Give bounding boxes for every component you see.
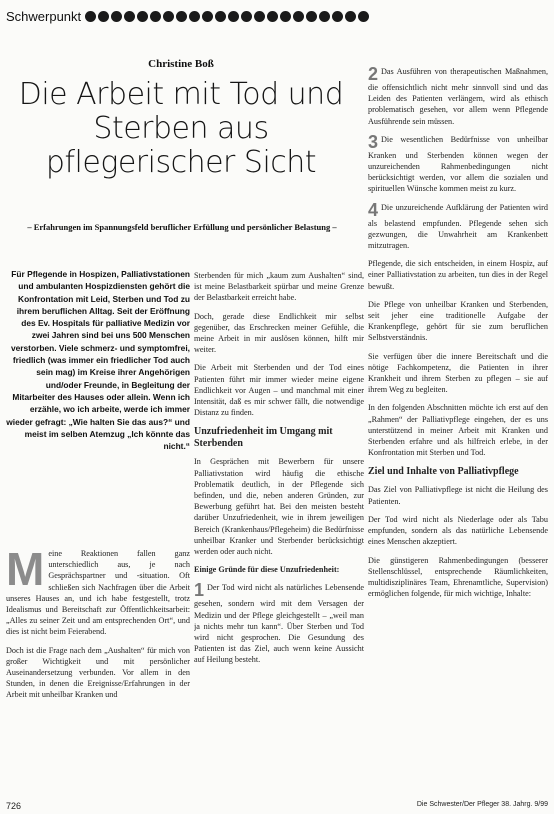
- section-subheading: Ziel und Inhalte von Palliativpflege: [368, 466, 519, 478]
- author-name: Christine Boß: [148, 58, 214, 70]
- paragraph-text: Die unzureichende Aufklärung der Patienten wird als belastend empfunden. Pflegende sehen sich gezwungen, die Unwahrheit am Krankenbett mitzutragen.: [368, 202, 548, 251]
- lead-paragraph: Für Pflegende in Hospizen, Palliativstationen und ambulanten Hospizdiensten gehört die Konfrontation mit Leid, Sterben und Tod zu ihrem beruflichen Alltag. Seit der Eröffnung des Ev. Hospitals für palliative Medizin vor zwei Jahren sind bei uns 500 Menschen verstorben. Viele schmerz- und symptomfrei, friedlich (was immer ein friedlicher Tod auch sein mag) im Kreise ihrer Angehörigen und/oder Freunde, in Begleitung der Mitarbeiter des Hauses oder allein. Wenn ich erzähle, wo ich arbeite, werde ich immer wieder gefragt: „Wie halten Sie das aus?“ und meist im selben Atemzug „Ich könnte das nicht.“: [6, 269, 190, 452]
- paragraph: Die günstigeren Rahmenbedingungen (besserer Stellenschlüssel, entsprechende Räumlichkeiten, multidisziplinäres Team, Ehrenamtliche, Supervision) ermöglichen folgende, für mich wichtige, Inhalte:: [368, 555, 548, 599]
- header-dot-row: [85, 11, 371, 22]
- drop-cap: M: [6, 548, 45, 595]
- list-number: 1: [194, 580, 205, 601]
- dot-icon: [358, 11, 369, 22]
- paragraph: In den folgenden Abschnitten möchte ich erst auf den „Rahmen“ der Palliativpflege eingehen, der es uns unterstützend in meiner Arbeit mit Kranken und Sterbenden erfahre und als hilfreich erlebe, in der Konfrontation mit Sterben und Tod.: [368, 403, 548, 458]
- paragraph: Einige Gründe für diese Unzufriedenheit:: [194, 565, 340, 575]
- column-right: [368, 66, 548, 796]
- dot-icon: [137, 11, 148, 22]
- paragraph-text: Der Tod wird nicht als natürliches Lebensende gesehen, sondern wird mit dem Versagen der Medizin und der Pflege gleichgestellt – „weil man ja nichts mehr tun kann“. Über Sterben und Tod wird nicht gesprochen. Die Gesundung des Patienten ist das Ziel, auch wenn keine Aussicht auf Heilung besteht.: [194, 583, 364, 665]
- article-headline: [6, 58, 356, 180]
- dot-icon: [241, 11, 252, 22]
- dot-icon: [176, 11, 187, 22]
- dot-icon: [293, 11, 304, 22]
- paragraph: Das Ziel von Palliativpflege ist nicht die Heilung des Patienten.: [368, 485, 548, 506]
- numbered-paragraph: [194, 582, 364, 665]
- dot-icon: [189, 11, 200, 22]
- dot-icon: [150, 11, 161, 22]
- paragraph: [6, 548, 190, 638]
- publication-source: Die Schwester/Der Pfleger 38. Jahrg. 9/99: [416, 801, 548, 808]
- dot-icon: [202, 11, 213, 22]
- paragraph: Doch, gerade diese Endlichkeit mir selbst gegenüber, das Erschrecken meiner Gefühle, die meine Arbeit in mir auslösen können, hilft mir weiter.: [194, 311, 364, 355]
- paragraph: Sie verfügen über die innere Bereitschaft und die nötige Fachkompetenz, die Patienten in ihrer Krankheit und ihrem Sterben zu pflegen – sie auf ihrem Weg zu begleiten.: [368, 351, 548, 395]
- paragraph: Die Pflege von unheilbar Kranken und Sterbenden, seit jeher eine traditionelle Aufgabe der Krankenpflege, gehört für sie zum beruflichen Selbstverständnis.: [368, 299, 548, 343]
- page-number: 726: [6, 801, 22, 811]
- list-number: 2: [368, 66, 379, 84]
- paragraph: In Gesprächen mit Bewerbern für unsere Palliativstation wird häufig die ethische Problematik deutlich, in der Pflegende sich befinden, und die, neben anderen Gründen, zur Bewerbung geführt hat. Bei den meisten besteht darüber Unzufriedenheit, wie in ihrem jeweiligen Bereich (Krankenhaus/Pflegeheim) die Bedürfnisse unheilbar Kranker und Sterbender berücksichtigt werden oder auch nicht.: [194, 457, 364, 557]
- column-left: [6, 548, 190, 800]
- article-title: Die Arbeit mit Tod und Sterben aus pflegerischer Sicht: [18, 77, 344, 180]
- dot-icon: [345, 11, 356, 22]
- numbered-paragraph: [368, 66, 548, 127]
- dot-icon: [306, 11, 317, 22]
- numbered-paragraph: [368, 131, 548, 195]
- dot-icon: [319, 11, 330, 22]
- dot-icon: [228, 11, 239, 22]
- dot-icon: [254, 11, 265, 22]
- list-number: 4: [368, 199, 379, 220]
- paragraph-text: Die wesentlichen Bedürfnisse von unheilbar Kranken und Sterbenden können wegen der unzureichenden Rahmenbedingungen nicht berücksichtigt werden, vor allem die sozialen und spirituellen Wünsche kommen meist zu kurz.: [368, 134, 548, 194]
- dot-icon: [267, 11, 278, 22]
- section-subheading: Unzufriedenheit im Umgang mit Sterbenden: [194, 426, 333, 450]
- paragraph: Doch ist die Frage nach dem „Aushalten“ für mich von großer Wichtigkeit und mit persönlicher Auseinandersetzung verbunden. Vor allem in den Stunden, in denen die Ereignisse/Erfahrungen in der Arbeit mit unheilbar Kranken und: [6, 645, 190, 700]
- dot-icon: [124, 11, 135, 22]
- paragraph: Der Tod wird nicht als Niederlage oder als Tabu empfunden, sondern als das natürliche Lebensende eines Menschen akzeptiert.: [368, 514, 548, 547]
- dot-icon: [85, 11, 96, 22]
- dot-icon: [280, 11, 291, 22]
- paragraph-text: Das Ausführen von therapeutischen Maßnahmen, die offensichtlich nicht mehr sinnvoll sind und das Leiden des Patienten verlängern, wird als ethisch problematisch gesehen, vor allem wenn Pflegende Ausführende sein müssen.: [368, 67, 548, 126]
- dot-icon: [215, 11, 226, 22]
- article-subtitle: – Erfahrungen im Spannungsfeld beruflicher Erfüllung und persönlicher Belastung –: [27, 222, 337, 232]
- dot-icon: [332, 11, 343, 22]
- dot-icon: [163, 11, 174, 22]
- dot-icon: [98, 11, 109, 22]
- list-number: 3: [368, 131, 379, 152]
- paragraph: Die Arbeit mit Sterbenden und der Tod eines Patienten führt mir immer wieder meine eigene Endlichkeit vor Augen – und manchmal mit einer Intensität, daß es mir schwer fällt, die notwendige Distanz zu finden.: [194, 363, 364, 418]
- dot-icon: [111, 11, 122, 22]
- section-header: [6, 6, 371, 26]
- page-footer: [6, 801, 548, 811]
- section-label: Schwerpunkt: [6, 8, 82, 24]
- paragraph-text: eine Reaktionen fallen ganz unterschiedlich aus, je nach Gesprächspartner und -situation. Oft schließen sich Nachfragen über die Arbeit unseres Hauses an, und ich habe festgestellt, trotz Idealismus und Bereitschaft zur Öffentlichkeitsarbeit: „Alles zu seiner Zeit und am entsprechenden Ort“, und dies ist nicht beim Feierabend.: [6, 549, 190, 637]
- paragraph: Pflegende, die sich entscheiden, in einem Hospiz, auf einer Palliativstation zu arbeiten, tun dies in der Regel bewußt.: [368, 259, 548, 291]
- column-middle: [194, 270, 364, 805]
- numbered-paragraph: [368, 199, 548, 252]
- paragraph: Sterbenden für mich „kaum zum Aushalten“ sind, ist meine Belastbarkeit spürbar und meine Grenze der Belastbarkeit erreicht habe.: [194, 271, 364, 303]
